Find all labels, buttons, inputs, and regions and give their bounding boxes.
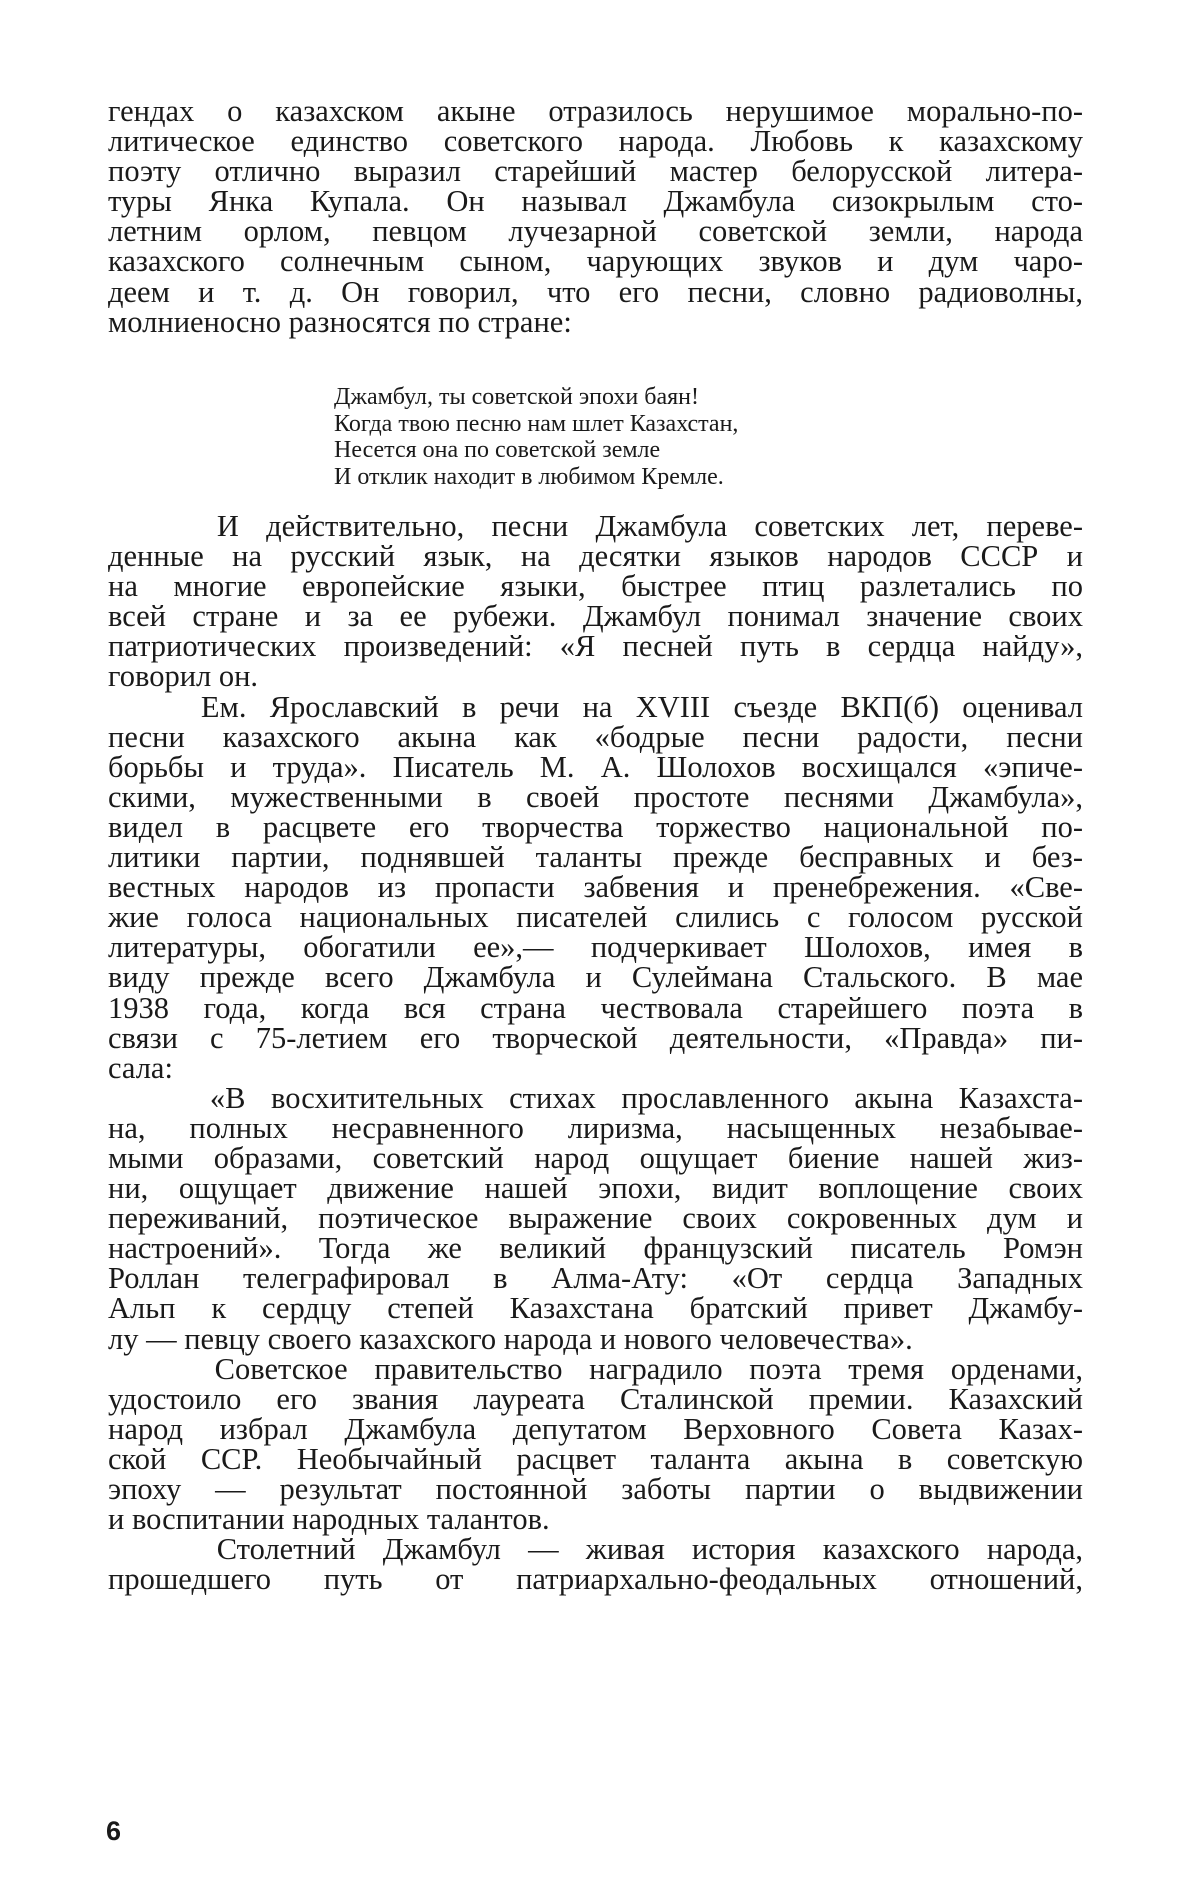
text-line: вестных народов из пропасти забвения и пренебрежения. «Све- <box>108 870 1083 905</box>
text-line: летним орлом, певцом лучезарной советской земли, народа <box>108 214 1083 249</box>
text-line: Роллан телеграфировал в Алма-Ату: «От сердца Западных <box>108 1261 1083 1296</box>
text-line: песни казахского акына как «бодрые песни радости, песни <box>108 719 1083 754</box>
text-line: связи с 75-летием его творческой деятельности, «Правда» пи- <box>108 1020 1083 1055</box>
text-line: деем и т. д. Он говорил, что его песни, словно радиоволны, <box>108 274 1083 309</box>
verse-line: Джамбул, ты советской эпохи баян! <box>334 384 699 410</box>
text-line: 1938 года, когда вся страна чествовала старейшего поэта в <box>108 990 1083 1025</box>
text-line: настроений». Тогда же великий французский писатель Ромэн <box>108 1231 1083 1266</box>
text-line: жие голоса национальных писателей слились с голосом русской <box>108 900 1083 935</box>
text-line: скими, мужественными в своей простоте песнями Джамбула», <box>108 779 1083 814</box>
text-line: Советское правительство наградило поэта тремя орденами, <box>108 1351 1083 1386</box>
text-line: лу — певцу своего казахского народа и нового человечества». <box>108 1321 913 1356</box>
verse-quote <box>334 384 894 491</box>
text-line: ни, ощущает движение нашей эпохи, видит воплощение своих <box>108 1171 1083 1206</box>
text-line: литики партии, поднявшей таланты прежде бесправных и без- <box>108 840 1083 875</box>
text-line: патриотических произведений: «Я песней путь в сердца найду», <box>108 629 1083 664</box>
text-line: борьбы и труда». Писатель М. А. Шолохов восхищался «эпиче- <box>108 749 1083 784</box>
text-line: прошедшего путь от патриархально-феодальных отношений, <box>108 1562 1083 1597</box>
verse-line: Несется она по советской земле <box>334 437 661 464</box>
verse-line: И отклик находит в любимом Кремле. <box>334 464 724 491</box>
text-line: мыми образами, советский народ ощущает биение нашей жиз- <box>108 1140 1083 1175</box>
text-line: Столетний Джамбул — живая история казахского народа, <box>108 1532 1083 1567</box>
text-line: на, полных несравненного лиризма, насыщенных незабывае- <box>108 1110 1083 1145</box>
text-line: молниеносно разносятся по стране: <box>108 304 572 339</box>
text-line: поэту отлично выразил старейший мастер белорусской литера- <box>108 154 1083 189</box>
text-line: литическое единство советского народа. Любовь к казахскому <box>108 124 1083 159</box>
text-line: эпоху — результат постоянной заботы партии о выдвижении <box>108 1472 1083 1506</box>
body-text <box>108 509 1083 1597</box>
text-line: удостоило его звания лауреата Сталинской премии. Казахский <box>108 1381 1083 1416</box>
intro-paragraph <box>108 96 1083 337</box>
text-line: литературы, обогатили ее»,— подчеркивает Шолохов, имея в <box>108 930 1083 965</box>
text-line: Альп к сердцу степей Казахстана братский привет Джамбу- <box>108 1291 1083 1326</box>
text-line: народ избрал Джамбула депутатом Верховного Совета Казах- <box>108 1411 1083 1446</box>
text-line: «В восхитительных стихах прославленного акына Казахста- <box>108 1080 1083 1115</box>
text-line: Ем. Ярославский в речи на XVIII съезде ВКП(б) оценивал <box>108 689 1083 724</box>
text-line: на многие европейские языки, быстрее птиц разлетались по <box>108 569 1083 604</box>
text-line: сала: <box>108 1050 173 1085</box>
text-line: ской ССР. Необычайный расцвет таланта акына в советскую <box>108 1441 1083 1476</box>
text-line: денные на русский язык, на десятки языков народов СССР и <box>108 539 1083 574</box>
text-line: туры Янка Купала. Он называл Джамбула сизокрылым сто- <box>108 184 1083 219</box>
text-line: И действительно, песни Джамбула советских лет, переве- <box>108 509 1083 543</box>
page-number: 6 <box>106 1816 122 1846</box>
verse-line: Когда твою песню нам шлет Казахстан, <box>334 410 739 437</box>
text-line: видел в расцвете его творчества торжество национальной по- <box>108 809 1083 844</box>
text-line: всей стране и за ее рубежи. Джамбул понимал значение своих <box>108 599 1083 634</box>
text-line: говорил он. <box>108 659 259 694</box>
text-line: переживаний, поэтическое выражение своих сокровенных дум и <box>108 1201 1083 1236</box>
text-line: виду прежде всего Джамбула и Сулеймана Стальского. В мае <box>108 960 1083 995</box>
text-line: казахского солнечным сыном, чарующих звуков и дум чаро- <box>108 244 1083 279</box>
text-line: гендах о казахском акыне отразилось нерушимое морально-по- <box>108 94 1083 128</box>
text-line: и воспитании народных талантов. <box>108 1502 550 1537</box>
